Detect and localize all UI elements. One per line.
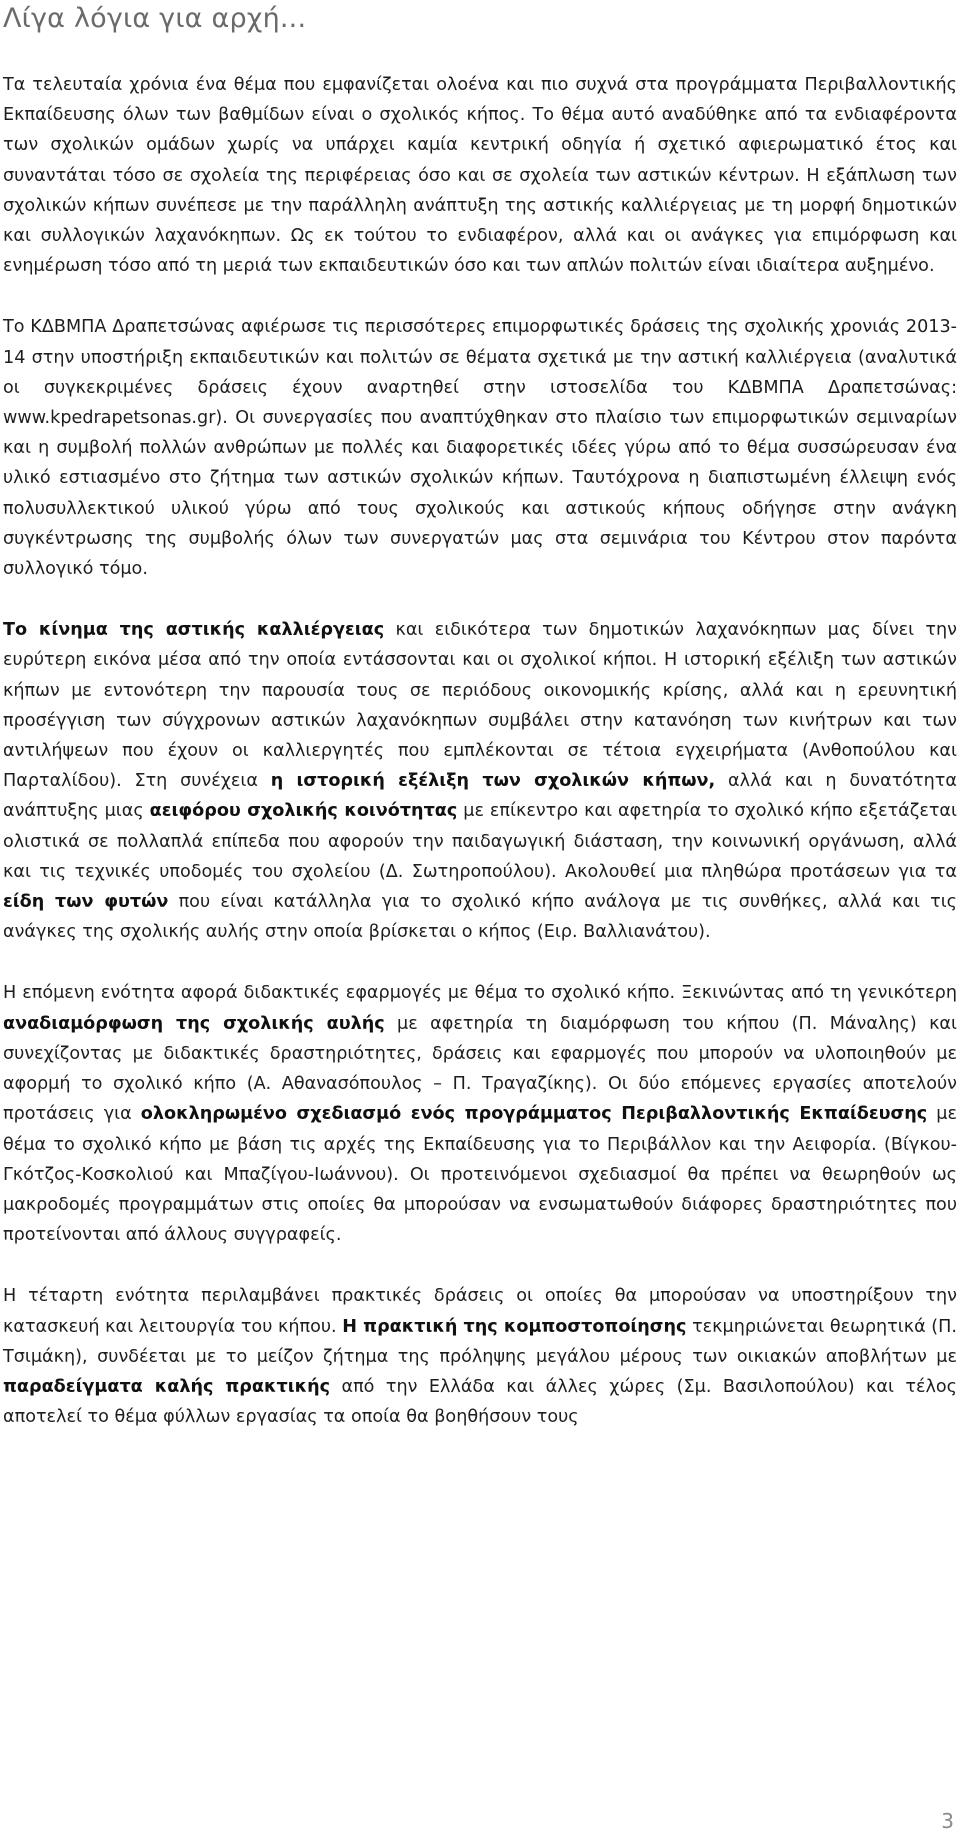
page-number: 3 [941, 1809, 954, 1833]
emphasized-text: αειφόρου σχολικής κοινότητας [149, 801, 458, 822]
text-segment: από την Ελλάδα και άλλες χώρες (Σμ. Βασιλοπούλου) και τέλος αποτελεί το θέμα φύλλων εργασίας τα οποία θα βοηθήσουν τους [3, 1376, 957, 1428]
text-segment: που είναι κατάλληλα για το σχολικό κήπο ανάλογα με τις συνθήκες, αλλά και τις ανάγκες της σχολικής αυλής στην οποία βρίσκεται ο κήπος (Ειρ. Βαλλιανάτου). [3, 892, 957, 943]
text-segment: με αφετηρία τη διαμόρφωση του κήπου (Π. Μάναλης) και συνεχίζοντας με διδακτικές δραστηριότητες, δράσεις και εφαρμογές που μπορούν να υλοποιηθούν με αφορμή το σχολικό κήπο (Α. Αθανασόπουλος – Π. Τραγαζίκης). Οι δύο επόμενες εργασίες αποτελούν προτάσεις για [3, 1013, 957, 1125]
text-segment: Η τέταρτη ενότητα περιλαμβάνει πρακτικές δράσεις οι οποίες θα μπορούσαν να υποστηρίξουν την κατασκευή και λειτουργία του κήπου. [3, 1286, 957, 1337]
text-segment: τεκμηριώνεται θεωρητικά (Π. Τσιμάκη), συνδέεται με το μείζον ζήτημα της πρόληψης μεγάλου μέρους των οικιακών αποβλήτων με [3, 1316, 957, 1367]
text-segment: με επίκεντρο και αφετηρία το σχολικό κήπο εξετάζεται ολιστικά σε πολλαπλά επίπεδα που αφορούν την παιδαγωγική διάσταση, την κοινωνική οργάνωση, αλλά και τις τεχνικές υποδομές του σχολείου (Δ. Σωτηροπούλου). Ακολουθεί μια πληθώρα προτάσεων για τα [3, 801, 957, 882]
paragraph [3, 70, 957, 281]
emphasized-text: είδη των φυτών [3, 892, 169, 913]
body-text [3, 70, 957, 1463]
text-segment: με θέμα το σχολικό κήπο με βάση τις αρχές της Εκπαίδευσης για το Περιβάλλον και την Αειφορία. (Βίγκου-Γκότζος-Κοσκολιού και Μπαζίγου-Ιωάννου). Οι προτεινόμενοι σχεδιασμοί θα πρέπει να θεωρηθούν ως μακροδομές προγραμμάτων στις οποίες θα μπορούσαν να ενσωματωθούν διάφορες δραστηριότητες που προτείνονται από άλλους συγγραφείς. [3, 1104, 958, 1246]
emphasized-text: αναδιαμόρφωση της σχολικής αυλής [3, 1013, 385, 1034]
paragraph [3, 615, 957, 947]
emphasized-text: Η πρακτική της κομποστοποίησης [342, 1316, 687, 1337]
text-segment: Τα τελευταία χρόνια ένα θέμα που εμφανίζεται ολοένα και πιο συχνά στα προγράμματα Περιβαλλοντικής Εκπαίδευσης όλων των βαθμίδων είναι ο σχολικός κήπος. Το θέμα αυτό αναδύθηκε από τα ενδιαφέροντα των σχολικών ομάδων χωρίς να υπάρχει καμία κεντρική οδηγία ή σχετικό αφιερωματικό έτος και συναντάται τόσο σε σχολεία της περιφέρειας όσο και σε σχολεία των αστικών κέντρων. Η εξάπλωση των σχολικών κήπων συνέπεσε με την παράλληλη ανάπτυξη της αστικής καλλιέργειας με τη μορφή δημοτικών και συλλογικών λαχανόκηπων. Ως εκ τούτου το ενδιαφέρον, αλλά και οι ανάγκες για επιμόρφωση και ενημέρωση τόσο από τη μεριά των εκπαιδευτικών όσο και των απλών πολιτών είναι ιδιαίτερα αυξημένο. [3, 75, 957, 277]
text-segment: και ειδικότερα των δημοτικών λαχανόκηπων μας δίνει την ευρύτερη εικόνα μέσα από την οποία εντάσσονται και οι σχολικοί κήποι. Η ιστορική εξέλιξη των αστικών κήπων με εντονότερη την παρουσία τους σε περιόδους οικονομικής κρίσης, αλλά και η ερευνητική προσέγγιση των σύγχρονων αστικών λαχανόκηπων συμβάλει στην κατανόηση των κινήτρων και των αντιλήψεων που έχουν οι καλλιεργητές που εμπλέκονται σε τέτοια εγχειρήματα (Ανθοπούλου και Παρταλίδου). Στη συνέχεια [3, 620, 957, 792]
page-title: Λίγα λόγια για αρχή... [3, 3, 307, 34]
paragraph [3, 312, 957, 584]
emphasized-text: η ιστορική εξέλιξη των σχολικών κήπων, [270, 771, 716, 792]
text-segment: Το ΚΔΒΜΠΑ Δραπετσώνας αφιέρωσε τις περισσότερες επιμορφωτικές δράσεις της σχολικής χρονιάς 2013-14 στην υποστήριξη εκπαιδευτικών και πολιτών σε θέματα σχετικά με την αστική καλλιέργεια (αναλυτικά οι συγκεκριμένες δράσεις έχουν αναρτηθεί στην ιστοσελίδα του ΚΔΒΜΠΑ Δραπετσώνας: www.kpedrapetsonas.gr). Οι συνεργασίες που αναπτύχθηκαν στο πλαίσιο των επιμορφωτικών σεμιναρίων και η συμβολή πολλών ανθρώπων με πολλές και διαφορετικές ιδέες γύρω από το θέμα συσσώρευσαν ένα υλικό εστιασμένο στο ζήτημα των αστικών σχολικών κήπων. Ταυτόχρονα η διαπιστωμένη έλλειψη ενός πολυσυλλεκτικού υλικού γύρω από τους σχολικούς και αστικούς κήπους οδήγησε στην ανάγκη συγκέντρωσης της συμβολής όλων των συνεργατών μας στα σεμινάρια του Κέντρου στον παρόντα συλλογικό τόμο. [3, 317, 957, 580]
paragraph [3, 1281, 957, 1432]
emphasized-text: ολοκληρωμένο σχεδιασμό ενός προγράμματος Περιβαλλοντικής Εκπαίδευσης [140, 1104, 928, 1125]
paragraph [3, 978, 957, 1250]
text-segment: αλλά και η δυνατότητα ανάπτυξης μιας [3, 771, 957, 822]
emphasized-text: Το κίνημα της αστικής καλλιέργειας [3, 620, 385, 641]
emphasized-text: παραδείγματα καλής πρακτικής [3, 1376, 331, 1397]
text-segment: Η επόμενη ενότητα αφορά διδακτικές εφαρμογές με θέμα το σχολικό κήπο. Ξεκινώντας από τη γενικότερη [3, 983, 957, 1004]
